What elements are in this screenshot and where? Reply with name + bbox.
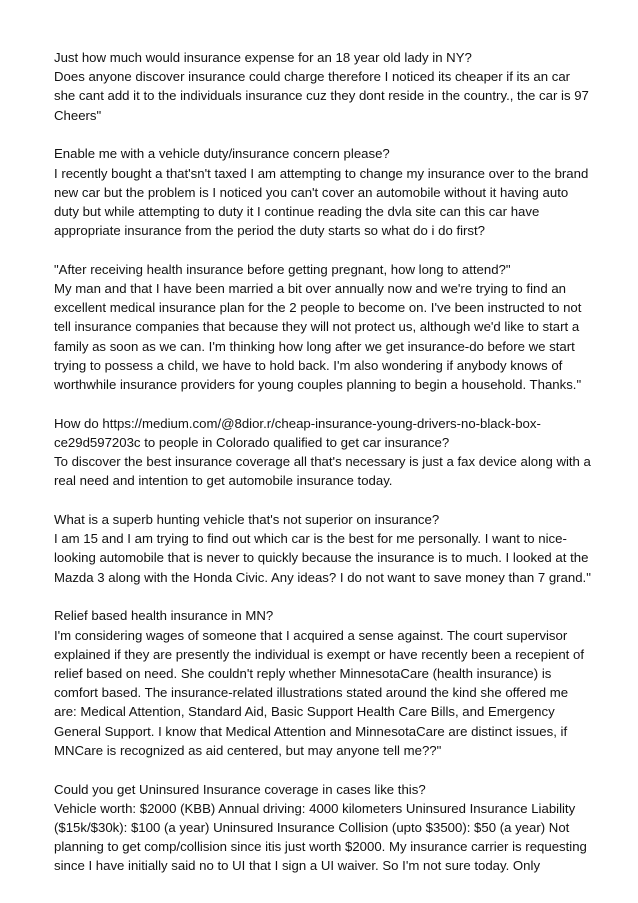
qa-section <box>54 144 594 240</box>
answer-text: To discover the best insurance coverage all that's necessary is just a fax device along with a real need and intention to get automobile insurance today. <box>54 454 591 489</box>
answer-text: I'm considering wages of someone that I acquired a sense against. The court supervisor explained if they are presently the individual is exempt or have recently been a recepient of relief based on need. She couldn't reply whether MinnesotaCare (health insurance) is comfort based. The insurance-related illustrations stated around the kind she offered me are: Medical Attention, Standard Aid, Basic Support Health Care Bills, and Emergency General Support. I know that Medical Attention and MinnesotaCare are distinct issues, if MNCare is recognized as aid centered, but may anyone tell me??" <box>54 627 585 758</box>
answer-text: My man and that I have been married a bit over annually now and we're trying to find an excellent medical insurance plan for the 2 people to become on. I've been instructed to not tell insurance companies that because they will not protect us, although we'd like to start a family as soon as we can. I'm thinking how long after we get insurance-do before we start trying to possess a child, we have to hold back. I'm also wondering if anybody knows of worthwhile insurance providers for young couples planning to begin a household. Thanks." <box>54 281 582 393</box>
answer-text: Vehicle worth: $2000 (KBB) Annual driving: 4000 kilometers Uninsured Insurance Liability ($15k/$30k): $100 (a year) Uninsured Insurance Collision (upto $3500): $50 (a year) Not planning to get comp/collision since itis just worth $2000. My insurance carrier is requesting since I have initially said no to UI that I sign a UI waiver. So I'm not sure today. Only <box>54 800 587 874</box>
answer-text: I am 15 and I am trying to find out which car is the best for me personally. I want to nice-looking automobile that is never to quickly because the insurance is to much. I looked at the Mazda 3 along with the Honda Civic. Any ideas? I do not want to save money than 7 grand." <box>54 531 591 585</box>
answer-text: I recently bought a that'sn't taxed I am attempting to change my insurance over to the brand new car but the problem is I noticed you can't cover an automobile without it having auto duty but while attempting to duty it I continue reading the dvla site can this car have appropriate insurance from the period the duty starts so what do i do first? <box>54 165 589 239</box>
qa-section <box>54 414 594 491</box>
question-text: How do https://medium.com/@8dior.r/cheap-insurance-young-drivers-no-black-box-ce29d597203c to people in Colorado qualified to get car insurance? <box>54 415 541 450</box>
question-text: Could you get Uninsured Insurance coverage in cases like this? <box>54 781 426 797</box>
qa-section <box>54 606 594 760</box>
qa-section <box>54 510 594 587</box>
question-text: Just how much would insurance expense for an 18 year old lady in NY? <box>54 50 472 65</box>
qa-section <box>54 780 594 876</box>
document-page <box>54 48 594 895</box>
question-text: Enable me with a vehicle duty/insurance concern please? <box>54 146 390 162</box>
question-text: Relief based health insurance in MN? <box>54 608 274 624</box>
answer-text: Does anyone discover insurance could charge therefore I noticed its cheaper if its an car she cant add it to the individuals insurance cuz they dont reside in the country., the car is 97 Cheers" <box>54 69 589 123</box>
question-text: "After receiving health insurance before getting pregnant, how long to attend?" <box>54 261 511 277</box>
question-text: What is a superb hunting vehicle that's not superior on insurance? <box>54 512 440 528</box>
qa-section <box>54 48 594 125</box>
qa-section <box>54 260 594 394</box>
